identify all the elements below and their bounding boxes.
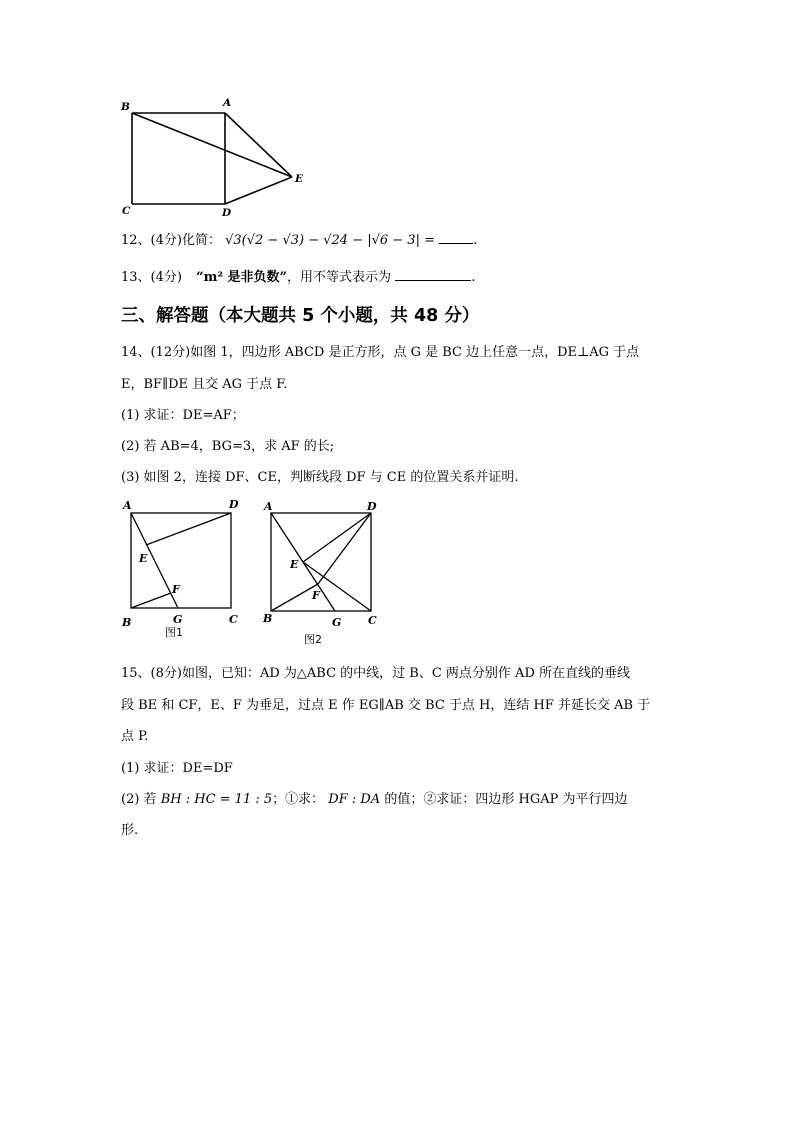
q15-part-2-mid: ；①求： (272, 792, 325, 807)
label-b: B (121, 101, 130, 113)
fig2-label-e: E (290, 558, 299, 571)
fig2-label-a: A (264, 500, 273, 513)
fig1-label-c: C (229, 613, 238, 626)
fig2-caption: 图2 (304, 633, 322, 646)
square-abcd (271, 513, 371, 611)
q13-prefix: 13、(4分) (121, 270, 182, 285)
q15-part-2-suffix: 的值；②求证：四边形 HGAP 为平行四边 (384, 792, 628, 807)
q14-part-3: (3) 如图 2，连接 DF、CE，判断线段 DF 与 CE 的位置关系并证明. (121, 470, 519, 485)
question-12: 12、(4分)化简： √3(√2 − √3) − √24 − |√6 − 3| = . (121, 233, 478, 248)
q12-answer-blank[interactable] (439, 243, 473, 244)
fig1-label-d: D (229, 498, 239, 511)
label-c: C (122, 205, 131, 217)
label-e: E (295, 173, 304, 185)
label-a: A (223, 97, 232, 109)
q12-prefix: 12、(4分)化简： (121, 233, 221, 248)
fig1-caption: 图1 (165, 626, 183, 639)
segment-df (318, 513, 371, 584)
figure-top (110, 90, 320, 225)
segment-bf (271, 584, 318, 611)
fig2-label-g: G (332, 616, 342, 629)
q15-line-last: 形. (121, 823, 139, 838)
label-d: D (222, 207, 232, 219)
q14-part-1: (1) 求证：DE=AF； (121, 408, 245, 423)
q13-quote: “m² 是非负数” (196, 270, 288, 285)
q15-part-1: (1) 求证：DE=DF (121, 761, 233, 776)
fig1-label-e: E (139, 552, 148, 565)
segment-de (225, 177, 292, 204)
segment-de (146, 513, 231, 545)
fig2-label-c: C (368, 614, 377, 627)
q12-equals: = (424, 233, 436, 248)
segment-de (303, 513, 371, 562)
q15-part-2-prefix: (2) 若 (121, 792, 157, 807)
fig2-label-d: D (367, 500, 377, 513)
q13-rest: ，用不等式表示为 (287, 270, 392, 285)
q14-line-2: E，BF∥DE 且交 AG 于点 F. (121, 377, 288, 392)
q15-line-2: 段 BE 和 CF，E、F 为垂足，过点 E 作 EG∥AB 交 BC 于点 H，连结 HF 并延长交 AB 于 (121, 698, 651, 713)
q12-expression: √3(√2 − √3) − √24 − |√6 − 3| (225, 233, 420, 248)
segment-be (132, 113, 292, 177)
fig1-label-f: F (172, 583, 180, 596)
q15-ratio-df-da: DF : DA (328, 792, 381, 807)
fig2-label-b: B (263, 612, 273, 625)
q15-line-1: 15、(8分)如图，已知：AD 为△ABC 的中线，过 B、C 两点分别作 AD 所在直线的垂线 (121, 666, 630, 681)
q15-line-3: 点 P. (121, 729, 149, 744)
q15-part-2 (121, 791, 627, 809)
section-3-title: 三、解答题（本大题共 5 个小题，共 48 分） (121, 306, 480, 326)
fig1-label-g: G (173, 613, 183, 626)
fig1-label-a: A (123, 499, 132, 512)
figure-2 (255, 495, 395, 650)
segment-bf (131, 593, 171, 608)
fig1-label-b: B (122, 616, 132, 629)
figure-1 (115, 495, 250, 645)
q13-answer-blank[interactable] (395, 280, 471, 281)
q15-ratio-bh-hc: BH : HC = 11 : 5 (160, 792, 273, 807)
question-13: 13、(4分) “m² 是非负数”，用不等式表示为 . (121, 270, 476, 285)
q14-part-2: (2) 若 AB=4，BG=3，求 AF 的长; (121, 439, 335, 454)
fig2-label-f: F (312, 589, 320, 602)
segment-ae (225, 113, 292, 177)
q14-line-1: 14、(12分)如图 1，四边形 ABCD 是正方形，点 G 是 BC 边上任意一点，DE⊥AG 于点 (121, 345, 640, 360)
